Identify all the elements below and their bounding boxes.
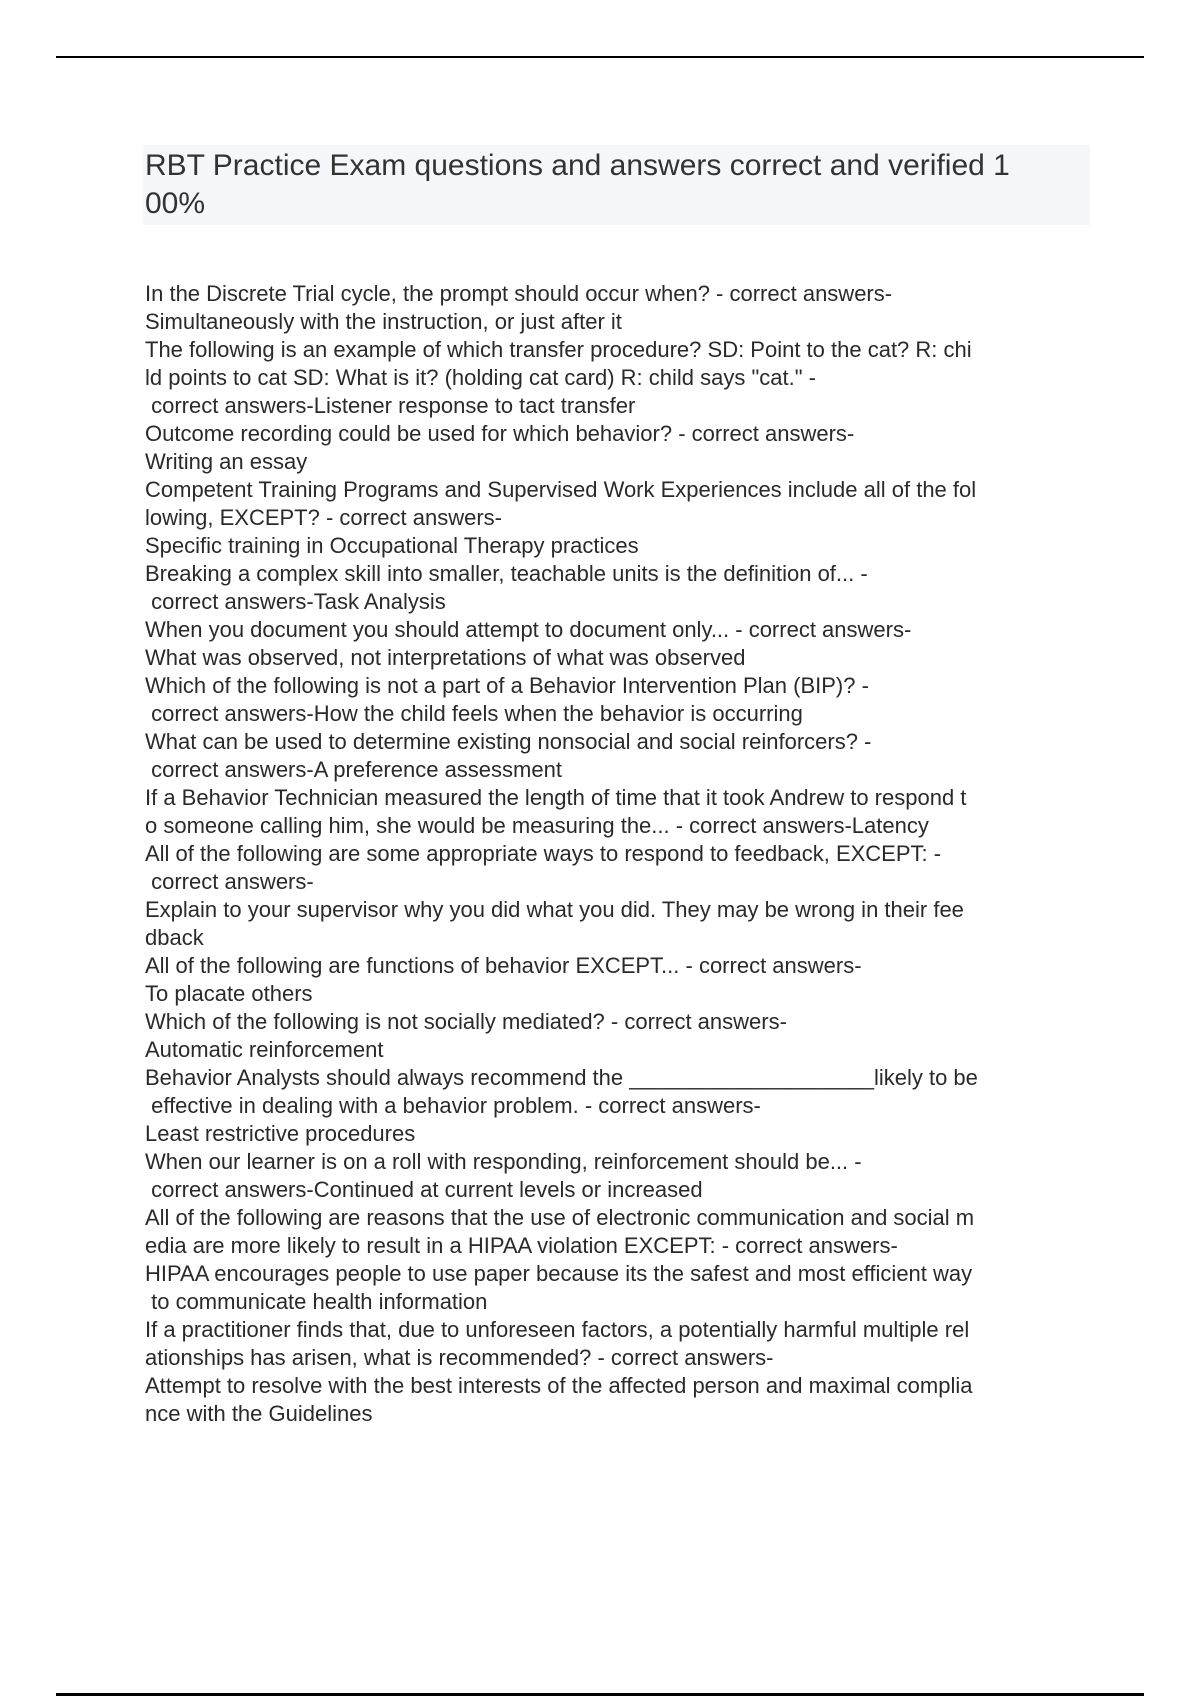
- body-line: HIPAA encourages people to use paper because its the safest and most efficient way: [145, 1261, 973, 1286]
- body-line: Explain to your supervisor why you did what you did. They may be wrong in their fee: [145, 897, 964, 922]
- body-line: Which of the following is not a part of a Behavior Intervention Plan (BIP)? -: [145, 673, 869, 698]
- title-line: RBT Practice Exam questions and answers correct and verified 1: [145, 149, 1010, 182]
- body-line: All of the following are reasons that the use of electronic communication and social m: [145, 1205, 975, 1230]
- body-line: Competent Training Programs and Supervised Work Experiences include all of the fol: [145, 477, 977, 502]
- body-line: correct answers-: [145, 869, 314, 894]
- top-rule: [56, 56, 1144, 58]
- body-line: ld points to cat SD: What is it? (holding cat card) R: child says "cat." -: [145, 365, 816, 390]
- body-line: All of the following are some appropriate ways to respond to feedback, EXCEPT: -: [145, 841, 942, 866]
- body-line: Outcome recording could be used for which behavior? - correct answers-: [145, 421, 855, 446]
- body-line: Attempt to resolve with the best interests of the affected person and maximal complia: [145, 1373, 973, 1398]
- body-line: o someone calling him, she would be measuring the... - correct answers-Latency: [145, 813, 929, 838]
- bottom-rule: [56, 1693, 1144, 1696]
- body-line: to communicate health information: [145, 1289, 488, 1314]
- body-line: correct answers-Listener response to tact transfer: [145, 393, 636, 418]
- title-line: 00%: [145, 187, 206, 220]
- body-line: To placate others: [145, 981, 313, 1006]
- body-line: Breaking a complex skill into smaller, teachable units is the definition of... -: [145, 561, 868, 586]
- body-line: ationships has arisen, what is recommended? - correct answers-: [145, 1345, 774, 1370]
- body-line: When you document you should attempt to document only... - correct answers-: [145, 617, 912, 642]
- body-line: Which of the following is not socially mediated? - correct answers-: [145, 1009, 787, 1034]
- document-body: [145, 280, 1090, 1428]
- body-line: Specific training in Occupational Therapy practices: [145, 533, 639, 558]
- body-line: The following is an example of which transfer procedure? SD: Point to the cat? R: chi: [145, 337, 972, 362]
- body-line: If a practitioner finds that, due to unforeseen factors, a potentially harmful multiple rel: [145, 1317, 970, 1342]
- body-line: Automatic reinforcement: [145, 1037, 384, 1062]
- body-line: edia are more likely to result in a HIPAA violation EXCEPT: - correct answers-: [145, 1233, 898, 1258]
- page-title: [143, 145, 1090, 223]
- body-line: lowing, EXCEPT? - correct answers-: [145, 505, 502, 530]
- body-line: correct answers-Task Analysis: [145, 589, 446, 614]
- body-line: Simultaneously with the instruction, or just after it: [145, 309, 622, 334]
- title-box: [143, 145, 1090, 225]
- body-line: Least restrictive procedures: [145, 1121, 416, 1146]
- body-line: correct answers-A preference assessment: [145, 757, 562, 782]
- body-line: Behavior Analysts should always recommend the ____________________likely to be: [145, 1065, 978, 1090]
- body-line: When our learner is on a roll with responding, reinforcement should be... -: [145, 1149, 862, 1174]
- body-line: effective in dealing with a behavior problem. - correct answers-: [145, 1093, 761, 1118]
- body-line: Writing an essay: [145, 449, 308, 474]
- body-line: In the Discrete Trial cycle, the prompt should occur when? - correct answers-: [145, 281, 893, 306]
- body-line: All of the following are functions of behavior EXCEPT... - correct answers-: [145, 953, 862, 978]
- body-line: What was observed, not interpretations of what was observed: [145, 645, 746, 670]
- body-line: correct answers-How the child feels when the behavior is occurring: [145, 701, 803, 726]
- body-line: What can be used to determine existing nonsocial and social reinforcers? -: [145, 729, 872, 754]
- body-line: dback: [145, 925, 204, 950]
- body-line: correct answers-Continued at current levels or increased: [145, 1177, 703, 1202]
- body-line: nce with the Guidelines: [145, 1401, 373, 1426]
- body-line: If a Behavior Technician measured the length of time that it took Andrew to respond t: [145, 785, 967, 810]
